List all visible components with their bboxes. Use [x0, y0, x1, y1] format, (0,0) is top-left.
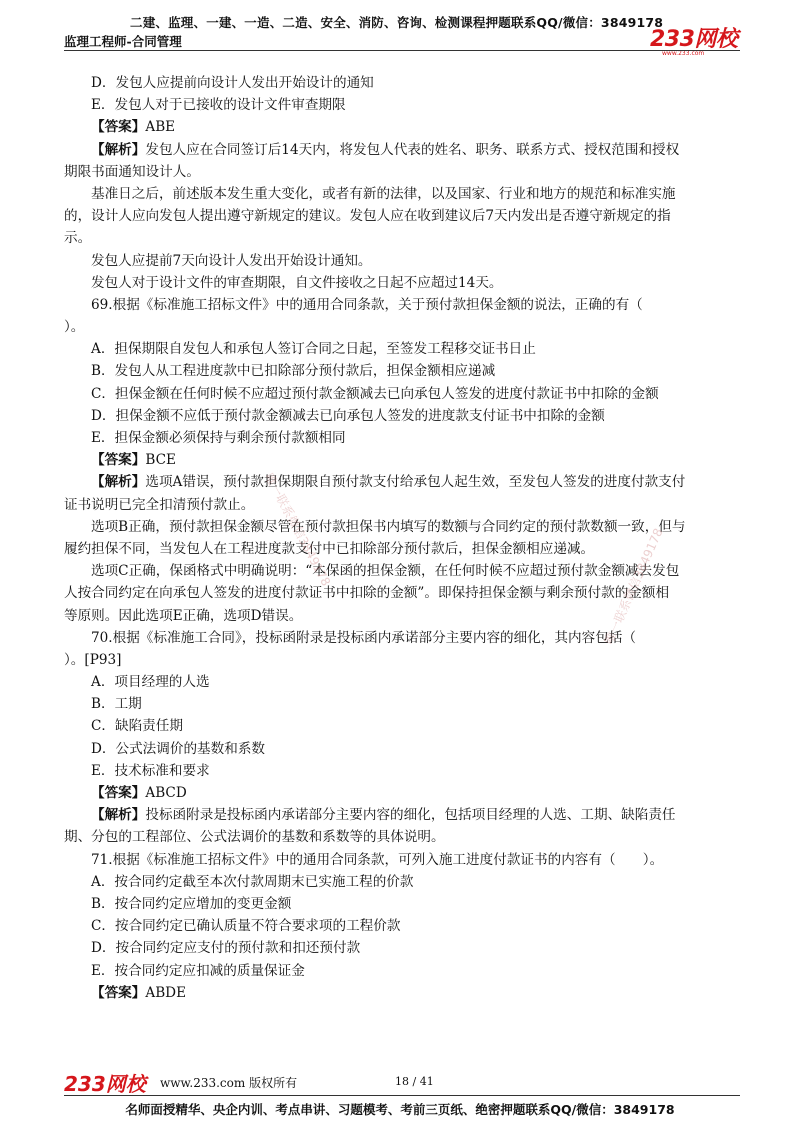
page-number: 18 / 41 — [395, 1075, 434, 1088]
line-text: ）。 — [64, 319, 85, 336]
header-contact-line: 二建、监理、一建、一造、二造、安全、消防、咨询、检测课程押题联系QQ/微信：3849178 — [130, 15, 664, 30]
brand-logo-url: www.233.com — [662, 50, 705, 57]
text-line — [64, 671, 740, 693]
text-line — [64, 915, 740, 937]
brand-logo — [650, 22, 738, 57]
line-text: ABE — [145, 119, 176, 136]
text-line — [64, 960, 740, 982]
text-line — [64, 627, 740, 649]
text-line — [64, 205, 740, 227]
line-text: 的，设计人应向发包人提出遵守新规定的建议。发包人应在收到建议后7天内发出是否遵守新规定的指 — [64, 208, 671, 225]
page-header — [0, 0, 800, 57]
line-text: B．按合同约定应增加的变更金额 — [91, 895, 292, 912]
line-text: ABCD — [145, 785, 187, 801]
answer-tag: 【解析】 — [91, 807, 146, 824]
text-line — [64, 605, 740, 627]
line-text: 选项C正确，保函格式中明确说明：“本保函的担保金额，在任何时候不应超过预付款金额减去发包 — [91, 563, 680, 580]
line-text: 发包人对于设计文件的审查期限，自文件接收之日起不应超过14天。 — [91, 274, 503, 291]
footer-logo: 233网校 — [64, 1072, 146, 1096]
line-text: 69.根据《标准施工招标文件》中的通用合同条款，关于预付款担保金额的说法，正确的有（ — [91, 296, 643, 313]
text-line — [64, 405, 740, 427]
line-text: D．担保金额不应低于预付款金额减去已向承包人签发的进度款支付证书中扣除的金额 — [91, 407, 605, 424]
line-text: 人按合同约定在向承包人签发的进度付款证书中扣除的金额”。即保持担保金额与剩余预付款的金额相 — [64, 585, 670, 602]
line-text: ）。[P93] — [64, 651, 122, 668]
text-line — [64, 94, 740, 116]
text-line — [64, 72, 740, 94]
line-text: D．发包人应提前向设计人发出开始设计的通知 — [91, 75, 374, 91]
line-text: ABDE — [145, 984, 187, 1001]
answer-tag: 【答案】 — [91, 984, 146, 1001]
text-line — [64, 227, 740, 249]
text-line — [64, 294, 740, 316]
footer-divider — [64, 1095, 740, 1096]
line-text: A．担保期限自发包人和承包人签订合同之日起，至签发工程移交证书日止 — [91, 341, 536, 358]
watermark: 唯一联系微信3849178 — [261, 470, 334, 589]
answer-tag: 【答案】 — [91, 452, 146, 469]
text-line — [64, 272, 740, 294]
footer-copyright: www.233.com 版权所有 — [160, 1076, 298, 1090]
line-text: 选项A错误，预付款担保期限自预付款支付给承包人起生效，至发包人签发的进度付款支付 — [145, 474, 686, 491]
answer-tag: 【答案】 — [91, 785, 146, 801]
line-text: 等原则。因此选项E正确，选项D错误。 — [64, 607, 303, 624]
footer-promo: 名师面授精华、央企内训、考点串讲、习题模考、考前三页纸、绝密押题联系QQ/微信：3849178 — [125, 1102, 675, 1117]
text-line — [64, 649, 740, 671]
text-line — [64, 937, 740, 959]
text-line — [64, 715, 740, 737]
text-line — [64, 893, 740, 915]
text-line — [64, 183, 740, 205]
text-line — [64, 338, 740, 360]
line-text: 基准日之后，前述版本发生重大变化，或者有新的法律，以及国家、行业和地方的规范和标准实施 — [91, 185, 676, 202]
answer-tag: 【答案】 — [91, 119, 146, 136]
text-line — [64, 449, 740, 471]
line-text: E．发包人对于已接收的设计文件审查期限 — [91, 97, 346, 114]
line-text: 发包人应提前7天向设计人发出开始设计通知。 — [91, 252, 372, 269]
text-line — [64, 982, 740, 1004]
text-line — [64, 494, 740, 516]
line-text: C．按合同约定已确认质量不符合要求项的工程价款 — [91, 918, 401, 935]
line-text: 发包人应在合同签订后14天内，将发包人代表的姓名、职务、联系方式、授权范围和授权 — [145, 141, 680, 158]
text-line — [64, 516, 740, 538]
text-line — [64, 693, 740, 715]
document-body — [64, 72, 740, 1004]
line-text: D．按合同约定应支付的预付款和扣还预付款 — [91, 940, 361, 957]
line-text: 履约担保不同，当发包人在工程进度款支付中已扣除部分预付款后，担保金额相应递减。 — [64, 540, 595, 557]
text-line — [64, 250, 740, 272]
text-line — [64, 427, 740, 449]
text-line — [64, 383, 740, 405]
brand-logo-text: 233网校 — [650, 27, 738, 52]
line-text: 证书说明已完全扣清预付款止。 — [64, 496, 255, 513]
answer-tag: 【解析】 — [91, 474, 146, 491]
line-text: 期限书面通知设计人。 — [64, 163, 200, 180]
text-line — [64, 760, 740, 782]
line-text: B．工期 — [91, 696, 142, 713]
text-line — [64, 316, 740, 338]
text-line — [64, 161, 740, 183]
answer-tag: 【解析】 — [91, 141, 146, 158]
line-text: 选项B正确，预付款担保金额尽管在预付款担保书内填写的数额与合同约定的预付款数额一致，但与 — [91, 518, 686, 535]
line-text: 投标函附录是投标函内承诺部分主要内容的细化，包括项目经理的人选、工期、缺陷责任 — [145, 807, 676, 824]
line-text: B．发包人从工程进度款中已扣除部分预付款后，担保金额相应递减 — [91, 363, 496, 380]
text-line — [64, 782, 740, 804]
text-line — [64, 139, 740, 161]
text-line — [64, 360, 740, 382]
text-line — [64, 826, 740, 848]
line-text: E．技术标准和要求 — [91, 762, 210, 779]
text-line — [64, 738, 740, 760]
header-subject: 监理工程师-合同管理 — [64, 34, 182, 49]
text-line — [64, 871, 740, 893]
line-text: C．担保金额在任何时候不应超过预付款金额减去已向承包人签发的进度付款证书中扣除的金额 — [91, 385, 659, 402]
line-text: 70.根据《标准施工合同》，投标函附录是投标函内承诺部分主要内容的细化，其内容包括（ — [91, 629, 636, 646]
text-line — [64, 116, 740, 138]
line-text: C．缺陷责任期 — [91, 718, 183, 735]
line-text: A．按合同约定截至本次付款周期末已实施工程的价款 — [91, 873, 414, 890]
text-line — [64, 471, 740, 493]
watermark: 唯一联系微信3849178 — [601, 526, 666, 647]
line-text: E．担保金额必须保持与剩余预付款额相同 — [91, 430, 346, 446]
line-text: 期、分包的工程部位、公式法调价的基数和系数等的具体说明。 — [64, 829, 445, 846]
text-line — [64, 804, 740, 826]
text-line — [64, 849, 740, 871]
line-text: 71.根据《标准施工招标文件》中的通用合同条款，可列入施工进度付款证书的内容有（ ）。 — [91, 851, 664, 868]
line-text: BCE — [145, 452, 176, 469]
line-text: A．项目经理的人选 — [91, 674, 210, 691]
line-text: 示。 — [64, 230, 92, 247]
header-divider — [64, 50, 740, 51]
page-footer — [0, 1064, 800, 1132]
line-text: D．公式法调价的基数和系数 — [91, 740, 266, 757]
line-text: E．按合同约定应扣减的质量保证金 — [91, 962, 305, 979]
